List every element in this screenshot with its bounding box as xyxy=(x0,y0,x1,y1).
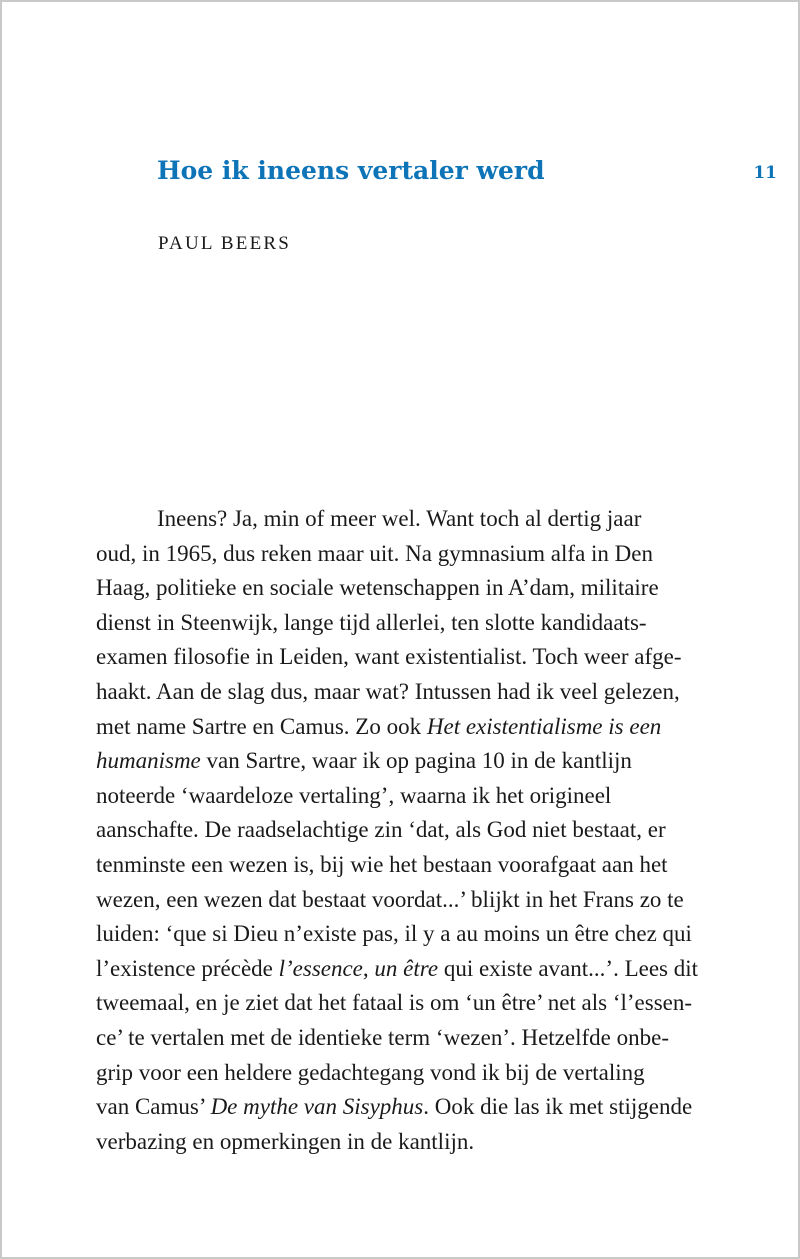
page-number: 11 xyxy=(753,163,777,183)
text-segment: l’existence précède xyxy=(96,955,279,981)
text-segment: , xyxy=(362,955,375,981)
text-segment: qui existe avant...’. Lees dit xyxy=(438,955,699,981)
emphasis-italic: un être xyxy=(374,955,439,981)
text-line: grip voor een heldere gedachtegang vond ik bij de vertaling xyxy=(96,1059,645,1085)
text-line: tenminste een wezen is, bij wie het bestaan voorafgaat aan het xyxy=(96,851,668,877)
text-line: verbazing en opmerkingen in de kantlijn. xyxy=(96,1128,475,1154)
text-line: aanschafte. De raadselachtige zin ‘dat, als God niet bestaat, er xyxy=(96,817,666,843)
book-title-italic: Het existentialisme is een xyxy=(426,713,662,739)
text-segment: van Sartre, waar ik op pagina 10 in de kantlijn xyxy=(200,748,632,774)
text-segment: van Camus’ xyxy=(96,1094,211,1120)
text-segment: . Ook die las ik met stijgende xyxy=(423,1094,693,1120)
book-title-italic: humanisme xyxy=(96,748,201,774)
text-line: dienst in Steenwijk, lange tijd allerlei, ten slotte kandidaats- xyxy=(96,609,647,635)
text-line: wezen, een wezen dat bestaat voordat...’ blijkt in het Frans zo te xyxy=(96,886,684,912)
chapter-title: Hoe ik ineens vertaler werd xyxy=(157,156,545,185)
emphasis-italic: l’essence xyxy=(278,955,363,981)
text-line: examen filosofie in Leiden, want existentialist. Toch weer afge- xyxy=(96,644,682,670)
book-title-italic: De mythe van Sisyphus xyxy=(210,1094,424,1120)
text-line: luiden: ‘que si Dieu n’existe pas, il y a au moins un être chez qui xyxy=(96,921,692,947)
text-line: haakt. Aan de slag dus, maar wat? Intussen had ik veel gelezen, xyxy=(96,678,680,704)
text-line: tweemaal, en je ziet dat het fataal is om ‘un être’ net als ‘l’essen- xyxy=(96,990,693,1016)
text-line: noteerde ‘waardeloze vertaling’, waarna ik het origineel xyxy=(96,782,612,808)
author-name: PAUL BEERS xyxy=(158,233,292,254)
text-segment: met name Sartre en Camus. Zo ook xyxy=(96,713,427,739)
body-paragraph xyxy=(96,502,726,1159)
text-line: oud, in 1965, dus reken maar uit. Na gymnasium alfa in Den xyxy=(96,540,653,566)
text-line xyxy=(96,710,726,745)
text-line: ce’ te vertalen met de identieke term ‘wezen’. Hetzelfde onbe- xyxy=(96,1024,669,1050)
text-line xyxy=(96,1090,726,1125)
text-line xyxy=(96,744,726,779)
text-line: Haag, politieke en sociale wetenschappen in A’dam, militaire xyxy=(96,575,659,601)
text-line: Ineens? Ja, min of meer wel. Want toch al dertig jaar xyxy=(157,506,642,531)
text-line xyxy=(96,952,726,987)
